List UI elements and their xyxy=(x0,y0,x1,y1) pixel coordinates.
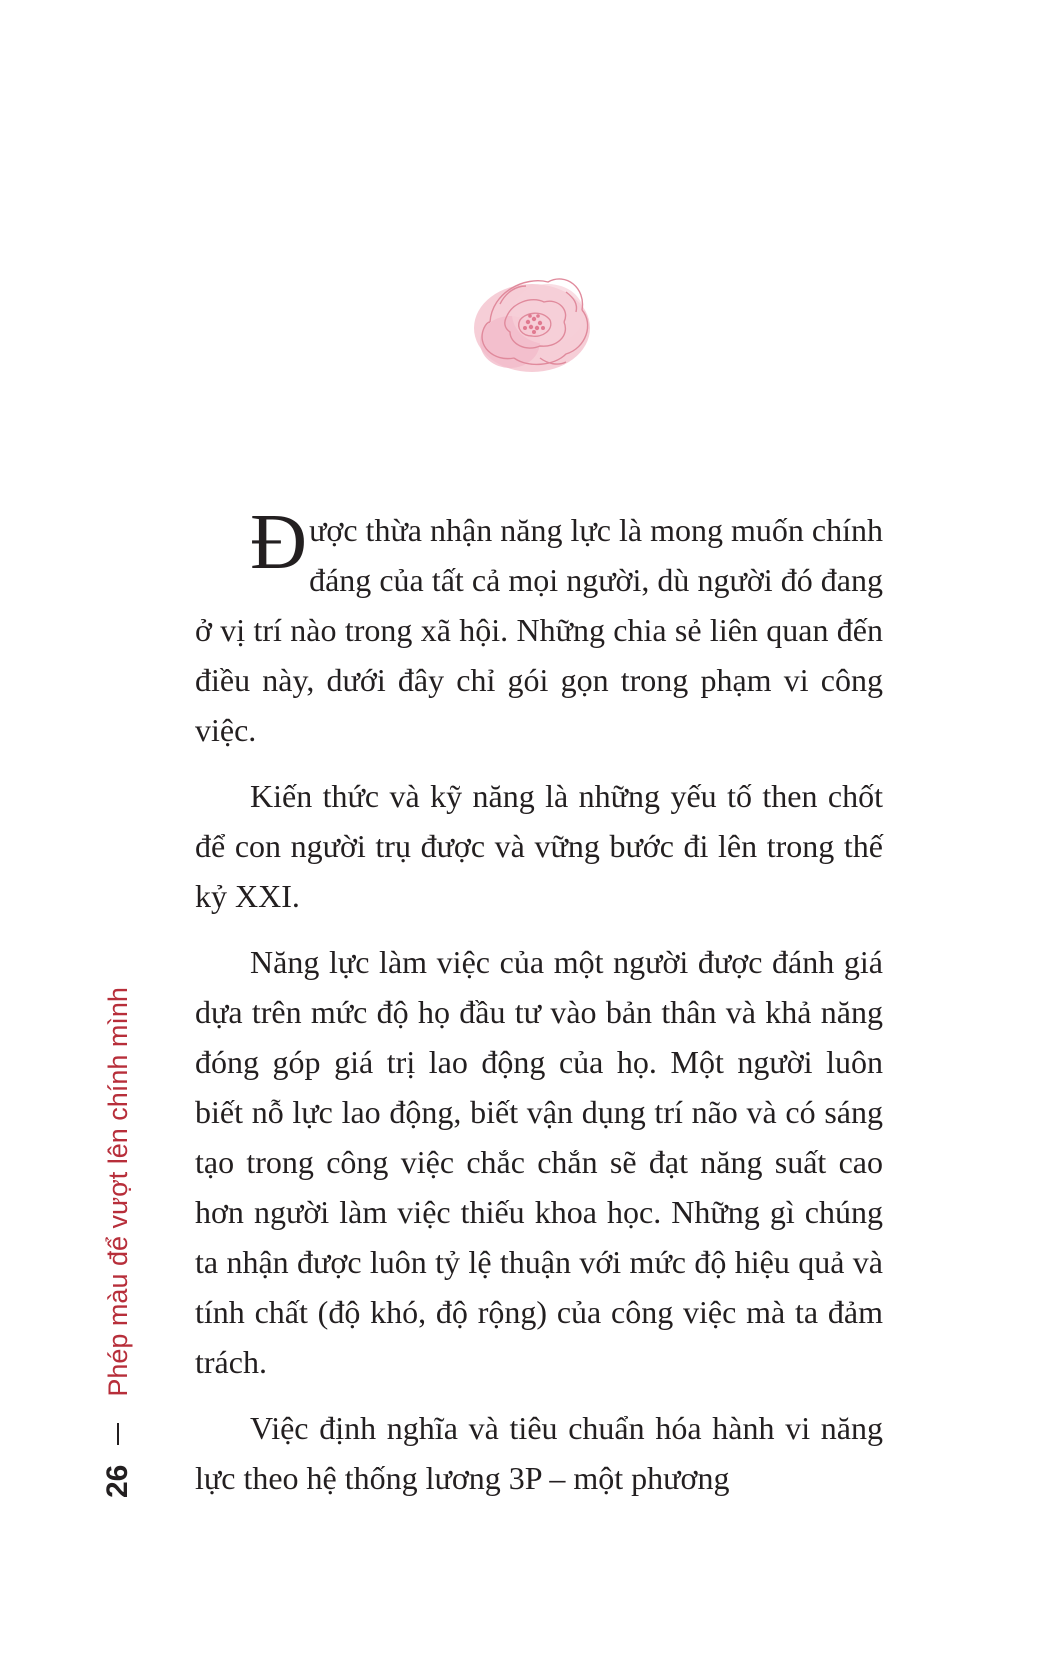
book-title: Phép màu để vượt lên chính mình xyxy=(102,987,133,1397)
page-number: 26 xyxy=(101,1464,134,1498)
paragraph-3: Năng lực làm việc của một người được đánh giá dựa trên mức độ họ đầu tư vào bản thân và khả năng đóng góp giá trị lao động của họ. Một người luôn biết nỗ lực lao động, biết vận dụng trí não và có sáng tạo trong công việc chắc chắn sẽ đạt năng suất cao hơn người làm việc thiếu khoa học. Những gì chúng ta nhận được luôn tỷ lệ thuận với mức độ hiệu quả và tính chất (độ khó, độ rộng) của công việc mà ta đảm trách. xyxy=(195,944,883,1380)
paragraph-4: Việc định nghĩa và tiêu chuẩn hóa hành vi năng lực theo hệ thống lương 3P – một phương xyxy=(195,1410,883,1496)
body-text xyxy=(195,499,883,1519)
running-footer xyxy=(96,928,140,1498)
paragraph-1-text: ược thừa nhận năng lực là mong muốn chính đáng của tất cả mọi người, dù người đó đang ở vị trí nào trong xã hội. Những chia sẻ liên quan đến điều này, dưới đây chỉ gói gọn trong phạm vi công việc. xyxy=(195,512,883,748)
separator-rule xyxy=(117,1423,119,1445)
paragraph-2: Kiến thức và kỹ năng là những yếu tố then chốt để con người trụ được và vững bước đi lên trong thế kỷ XXI. xyxy=(195,778,883,914)
drop-cap: Đ xyxy=(250,499,308,586)
paragraph-1 xyxy=(195,499,883,755)
peony-flower-icon xyxy=(470,262,598,384)
